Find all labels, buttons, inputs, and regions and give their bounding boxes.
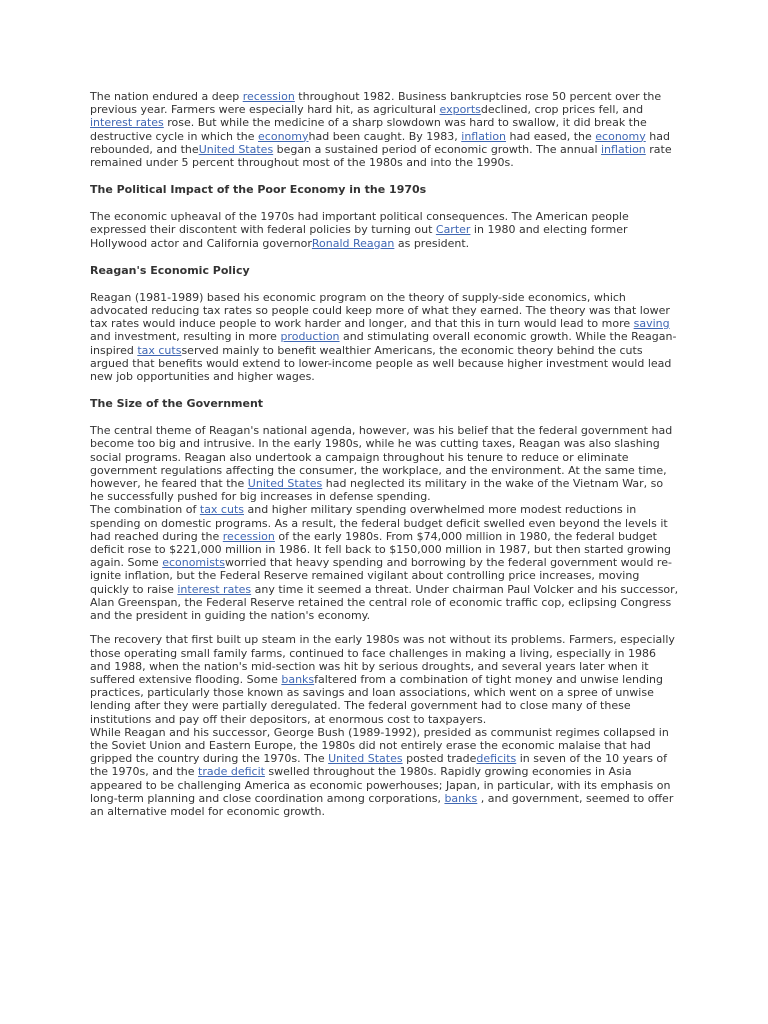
link-carter[interactable]: Carter (435, 223, 471, 237)
text: , and government, seemed to offer an alternative model for economic growth. (90, 791, 674, 818)
link-banks[interactable]: banks (444, 791, 478, 805)
link-united-states[interactable]: United States (198, 142, 274, 156)
link-tax-cuts[interactable]: tax cuts (137, 343, 182, 357)
text: any time it seemed a threat. Under chairman Paul Volcker and his successor, Alan Greenspan, the Federal Reserve retained the central role of economic traffic cop, eclipsing Congress and the president in guiding the nation's economy. (90, 582, 679, 623)
paragraph-budget-deficit (90, 503, 680, 622)
text: rate remained under 5 percent throughout most of the 1980s and into the 1990s. (90, 142, 672, 170)
text: While Reagan and his successor, George Bush (1989-1992), presided as communist regimes collapsed in the Soviet Union and Eastern Europe, the 1980s did not entirely erase the economic malaise that had gripped the country during the 1970s. The (90, 725, 669, 766)
text: worried that heavy spending and borrowing by the federal government would re-ignite inflation, but the Federal Reserve remained vigilant about controlling price increases, moving quickly to raise (90, 556, 672, 596)
paragraph-supply-side (90, 291, 680, 383)
text: served mainly to benefit wealthier Americans, the economic theory behind the cuts argued that benefits would extend to lower-income people as well because higher investment would lead new job opportunities and higher wages. (90, 343, 672, 384)
text: faltered from a combination of tight money and unwise lending practices, particularly those known as savings and loan associations, which went on a spree of unwise lending after they were partially deregulated. The federal government had to close many of these institutions and pay off their depositors, at enormous cost to taxpayers. (90, 672, 663, 726)
heading-size-of-government: The Size of the Government (90, 397, 264, 411)
text: had neglected its military in the wake of the Vietnam War, so he successfully pushed for big increases in defense spending. (90, 477, 664, 504)
link-united-states[interactable]: United States (328, 752, 403, 766)
paragraph-trade-deficit (90, 726, 680, 818)
text: The economic upheaval of the 1970s had important political consequences. The American people expressed their discontent with federal policies by turning out (90, 210, 629, 237)
link-inflation[interactable]: inflation (601, 142, 646, 156)
link-exports[interactable]: exports (439, 103, 481, 117)
link-ronald-reagan[interactable]: Ronald Reagan (311, 236, 395, 250)
text: had eased, the (506, 129, 596, 143)
paragraph-political-consequences (90, 210, 680, 250)
text: had rebounded, and the (90, 129, 670, 156)
text: in 1980 and electing former Hollywood actor and California governor (90, 223, 628, 250)
link-trade-deficit[interactable]: trade deficit (198, 765, 265, 779)
document-body (90, 90, 680, 818)
link-banks[interactable]: banks (281, 672, 315, 686)
paragraph-recession-1982 (90, 90, 680, 169)
link-economy[interactable]: economy (595, 129, 646, 143)
text: The central theme of Reagan's national agenda, however, was his belief that the federal government had become too big and intrusive. In the early 1980s, while he was cutting taxes, Reagan was also slashing social programs. Reagan also undertook a campaign throughout his tenure to reduce or eliminate government regulations affecting the consumer, the workplace, and the environment. At the same time, however, he feared that the (90, 424, 673, 491)
text: and higher military spending overwhelmed more modest reductions in spending on domestic programs. As a result, the federal budget deficit swelled even beyond the levels it had reached during the (90, 503, 668, 543)
link-saving[interactable]: saving (633, 317, 670, 331)
link-production[interactable]: production (280, 330, 340, 344)
text: began a sustained period of economic growth. The annual (273, 142, 601, 156)
text: posted trade (402, 752, 477, 766)
text: declined, crop prices fell, and (480, 103, 644, 117)
text: The nation endured a deep (90, 90, 243, 103)
text: The combination of (90, 503, 200, 517)
text: Reagan (1981-1989) based his economic program on the theory of supply-side economics, which advocated reducing tax rates so people could keep more of what they earned. The theory was that lower tax rates would induce people to work harder and longer, and that this in turn would lead to more (90, 290, 670, 331)
link-recession[interactable]: recession (222, 529, 275, 543)
text: rose. But while the medicine of a sharp slowdown was hard to swallow, it did break the destructive cycle in which the (90, 116, 647, 143)
link-recession[interactable]: recession (242, 90, 295, 103)
link-deficits[interactable]: deficits (476, 752, 517, 766)
text: in seven of the 10 years of the 1970s, and the (90, 752, 668, 779)
link-united-states[interactable]: United States (247, 477, 323, 491)
paragraph-recovery-problems (90, 633, 680, 725)
text: as president. (394, 236, 470, 250)
link-inflation[interactable]: inflation (461, 129, 507, 143)
text: of the early 1980s. From $74,000 million in 1980, the federal budget deficit rose to $221,000 million in 1986. It fell back to $150,000 million in 1987, but then started growing again. Some (90, 529, 672, 570)
link-interest-rates[interactable]: interest rates (90, 116, 164, 130)
text: swelled throughout the 1980s. Rapidly growing economies in Asia appeared to be challenging America as economic powerhouses; Japan, in particular, with its emphasis on long-term planning and close coordination among corporations, (90, 765, 671, 805)
link-interest-rates[interactable]: interest rates (177, 582, 252, 596)
link-economists[interactable]: economists (162, 556, 225, 570)
text: and investment, resulting in more (90, 330, 281, 344)
text: throughout 1982. Business bankruptcies rose 50 percent over the previous year. Farmers were especially hard hit, as agricultural (90, 90, 662, 117)
text: and stimulating overall economic growth. While the Reagan-inspired (90, 330, 677, 357)
link-economy[interactable]: economy (258, 129, 309, 143)
text: The recovery that first built up steam in the early 1980s was not without its problems. Farmers, especially those operating small family farms, continued to face challenges in making a living, especially in 1986 and 1988, when the nation's mid-section was hit by serious droughts, and several years later when it suffered extensive flooding. Some (90, 633, 675, 686)
heading-reagan-economic-policy: Reagan's Economic Policy (90, 263, 250, 277)
heading-political-impact: The Political Impact of the Poor Economy in the 1970s (90, 183, 427, 197)
paragraph-national-agenda (90, 424, 680, 503)
text: had been caught. By 1983, (308, 129, 462, 143)
link-tax-cuts[interactable]: tax cuts (199, 503, 244, 517)
